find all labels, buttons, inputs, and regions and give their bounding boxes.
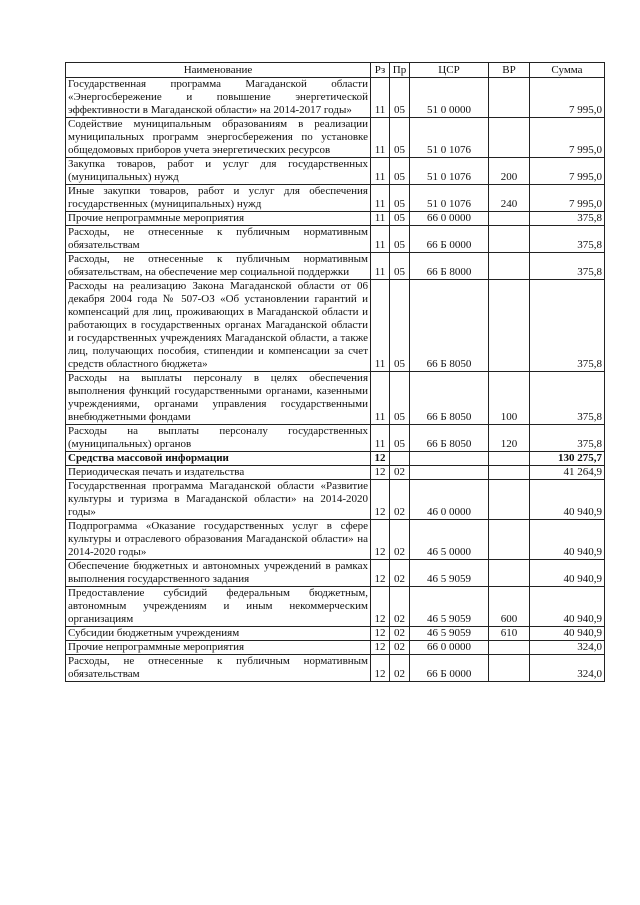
- cell-name: Предоставление субсидий федеральным бюджетным, автономным учреждениям и иным некоммерческим организациям: [66, 587, 371, 627]
- table-row: [66, 226, 605, 253]
- cell-name: Закупка товаров, работ и услуг для государственных (муниципальных) нужд: [66, 158, 371, 185]
- cell-sum: 375,8: [530, 425, 605, 452]
- cell-csr: 66 0 0000: [410, 212, 489, 226]
- table-row: [66, 587, 605, 627]
- cell-pr: 05: [390, 226, 410, 253]
- cell-vr: 200: [489, 158, 530, 185]
- cell-sum: 375,8: [530, 226, 605, 253]
- cell-csr: 46 5 9059: [410, 587, 489, 627]
- cell-rz: 12: [371, 587, 390, 627]
- cell-rz: 11: [371, 226, 390, 253]
- header-pr: Пр: [390, 63, 410, 78]
- cell-sum: 40 940,9: [530, 627, 605, 641]
- cell-pr: 05: [390, 372, 410, 425]
- cell-rz: 12: [371, 466, 390, 480]
- cell-vr: [489, 253, 530, 280]
- cell-csr: 46 0 0000: [410, 480, 489, 520]
- cell-rz: 11: [371, 185, 390, 212]
- cell-name: Прочие непрограммные мероприятия: [66, 212, 371, 226]
- cell-rz: 12: [371, 452, 390, 466]
- header-vr: ВР: [489, 63, 530, 78]
- header-csr: ЦСР: [410, 63, 489, 78]
- cell-name: Прочие непрограммные мероприятия: [66, 641, 371, 655]
- cell-pr: 02: [390, 466, 410, 480]
- cell-csr: 46 5 9059: [410, 627, 489, 641]
- cell-rz: 11: [371, 158, 390, 185]
- cell-rz: 12: [371, 560, 390, 587]
- cell-sum: 41 264,9: [530, 466, 605, 480]
- cell-csr: 66 Б 8050: [410, 425, 489, 452]
- table-row: [66, 280, 605, 372]
- cell-csr: 51 0 1076: [410, 118, 489, 158]
- cell-vr: 240: [489, 185, 530, 212]
- cell-csr: 51 0 1076: [410, 158, 489, 185]
- cell-pr: 02: [390, 627, 410, 641]
- cell-name: Расходы на реализацию Закона Магаданской области от 06 декабря 2004 года № 507-ОЗ «Об установлении гарантий и компенсаций для лиц, проживающих в Магаданской области и работающих в государственных органах Магаданской области и государственных учреждениях Магаданской области, а также лиц, получающих пособия, стипендии и компенсации за счет средств областного бюджета»: [66, 280, 371, 372]
- cell-sum: 7 995,0: [530, 118, 605, 158]
- cell-name: Субсидии бюджетным учреждениям: [66, 627, 371, 641]
- table-body: [66, 78, 605, 682]
- cell-vr: 600: [489, 587, 530, 627]
- cell-vr: [489, 655, 530, 682]
- cell-csr: 66 Б 0000: [410, 655, 489, 682]
- cell-pr: 02: [390, 587, 410, 627]
- cell-sum: 40 940,9: [530, 520, 605, 560]
- cell-csr: 66 0 0000: [410, 641, 489, 655]
- cell-sum: 7 995,0: [530, 78, 605, 118]
- cell-vr: [489, 78, 530, 118]
- table-row: [66, 253, 605, 280]
- cell-rz: 11: [371, 118, 390, 158]
- cell-vr: 120: [489, 425, 530, 452]
- cell-pr: 02: [390, 480, 410, 520]
- cell-vr: [489, 520, 530, 560]
- table-row: [66, 372, 605, 425]
- table-row: [66, 118, 605, 158]
- cell-sum: 375,8: [530, 212, 605, 226]
- table-header-row: [66, 63, 605, 78]
- cell-pr: 05: [390, 185, 410, 212]
- cell-name: Расходы на выплаты персоналу государственных (муниципальных) органов: [66, 425, 371, 452]
- header-rz: Рз: [371, 63, 390, 78]
- cell-name: Расходы, не отнесенные к публичным нормативным обязательствам: [66, 655, 371, 682]
- table-row: [66, 520, 605, 560]
- table-row: [66, 212, 605, 226]
- cell-vr: [489, 212, 530, 226]
- cell-name: Расходы, не отнесенные к публичным нормативным обязательствам: [66, 226, 371, 253]
- cell-pr: 05: [390, 78, 410, 118]
- cell-rz: 11: [371, 78, 390, 118]
- cell-rz: 11: [371, 253, 390, 280]
- cell-name: Подпрограмма «Оказание государственных услуг в сфере культуры и отраслевого образования Магаданской области» на 2014-2020 годы»: [66, 520, 371, 560]
- cell-name: Расходы, не отнесенные к публичным нормативным обязательствам, на обеспечение мер социальной поддержки: [66, 253, 371, 280]
- cell-pr: 02: [390, 520, 410, 560]
- cell-pr: 05: [390, 158, 410, 185]
- cell-pr: 05: [390, 280, 410, 372]
- cell-csr: 46 5 9059: [410, 560, 489, 587]
- cell-rz: 12: [371, 641, 390, 655]
- table-row: [66, 452, 605, 466]
- cell-csr: 46 5 0000: [410, 520, 489, 560]
- cell-pr: 02: [390, 655, 410, 682]
- cell-sum: 130 275,7: [530, 452, 605, 466]
- cell-sum: 40 940,9: [530, 480, 605, 520]
- cell-pr: 02: [390, 560, 410, 587]
- cell-name: Содействие муниципальным образованиям в реализации муниципальных программ энергосбережения по установке общедомовых приборов учета энергетических ресурсов: [66, 118, 371, 158]
- cell-sum: 375,8: [530, 253, 605, 280]
- cell-pr: 05: [390, 212, 410, 226]
- cell-name: Обеспечение бюджетных и автономных учреждений в рамках выполнения государственного задания: [66, 560, 371, 587]
- table-row: [66, 627, 605, 641]
- cell-name: Государственная программа Магаданской области «Энергосбережение и повышение энергетической эффективности в Магаданской области» на 2014-2017 годы»: [66, 78, 371, 118]
- cell-rz: 12: [371, 655, 390, 682]
- cell-vr: [489, 280, 530, 372]
- cell-name: Периодическая печать и издательства: [66, 466, 371, 480]
- cell-vr: [489, 452, 530, 466]
- table-row: [66, 158, 605, 185]
- cell-vr: [489, 560, 530, 587]
- cell-vr: 100: [489, 372, 530, 425]
- cell-rz: 12: [371, 627, 390, 641]
- cell-rz: 11: [371, 280, 390, 372]
- cell-sum: 324,0: [530, 641, 605, 655]
- cell-pr: 05: [390, 118, 410, 158]
- cell-vr: 610: [489, 627, 530, 641]
- cell-pr: 05: [390, 425, 410, 452]
- cell-rz: 11: [371, 372, 390, 425]
- cell-sum: 7 995,0: [530, 158, 605, 185]
- cell-csr: 51 0 1076: [410, 185, 489, 212]
- cell-pr: [390, 452, 410, 466]
- cell-rz: 12: [371, 480, 390, 520]
- cell-csr: 51 0 0000: [410, 78, 489, 118]
- table-row: [66, 466, 605, 480]
- cell-sum: 7 995,0: [530, 185, 605, 212]
- cell-sum: 324,0: [530, 655, 605, 682]
- cell-csr: 66 Б 8000: [410, 253, 489, 280]
- cell-csr: [410, 466, 489, 480]
- cell-pr: 02: [390, 641, 410, 655]
- cell-pr: 05: [390, 253, 410, 280]
- budget-table: [65, 62, 605, 682]
- cell-rz: 11: [371, 212, 390, 226]
- table-row: [66, 560, 605, 587]
- cell-vr: [489, 466, 530, 480]
- cell-csr: 66 Б 0000: [410, 226, 489, 253]
- table-row: [66, 480, 605, 520]
- header-sum: Сумма: [530, 63, 605, 78]
- cell-name: Иные закупки товаров, работ и услуг для обеспечения государственных (муниципальных) нужд: [66, 185, 371, 212]
- cell-sum: 40 940,9: [530, 560, 605, 587]
- cell-vr: [489, 641, 530, 655]
- table-row: [66, 655, 605, 682]
- cell-sum: 375,8: [530, 280, 605, 372]
- cell-vr: [489, 226, 530, 253]
- table-row: [66, 641, 605, 655]
- table-row: [66, 185, 605, 212]
- cell-name: Расходы на выплаты персоналу в целях обеспечения выполнения функций государственными органами, казенными учреждениями, органами управления государственными внебюджетными фондами: [66, 372, 371, 425]
- cell-name: Государственная программа Магаданской области «Развитие культуры и туризма в Магаданской области» на 2014-2020 годы»: [66, 480, 371, 520]
- cell-csr: 66 Б 8050: [410, 372, 489, 425]
- cell-vr: [489, 118, 530, 158]
- cell-vr: [489, 480, 530, 520]
- cell-csr: 66 Б 8050: [410, 280, 489, 372]
- cell-sum: 40 940,9: [530, 587, 605, 627]
- header-name: Наименование: [66, 63, 371, 78]
- cell-csr: [410, 452, 489, 466]
- cell-sum: 375,8: [530, 372, 605, 425]
- table-row: [66, 78, 605, 118]
- table-row: [66, 425, 605, 452]
- cell-name: Средства массовой информации: [66, 452, 371, 466]
- cell-rz: 12: [371, 520, 390, 560]
- cell-rz: 11: [371, 425, 390, 452]
